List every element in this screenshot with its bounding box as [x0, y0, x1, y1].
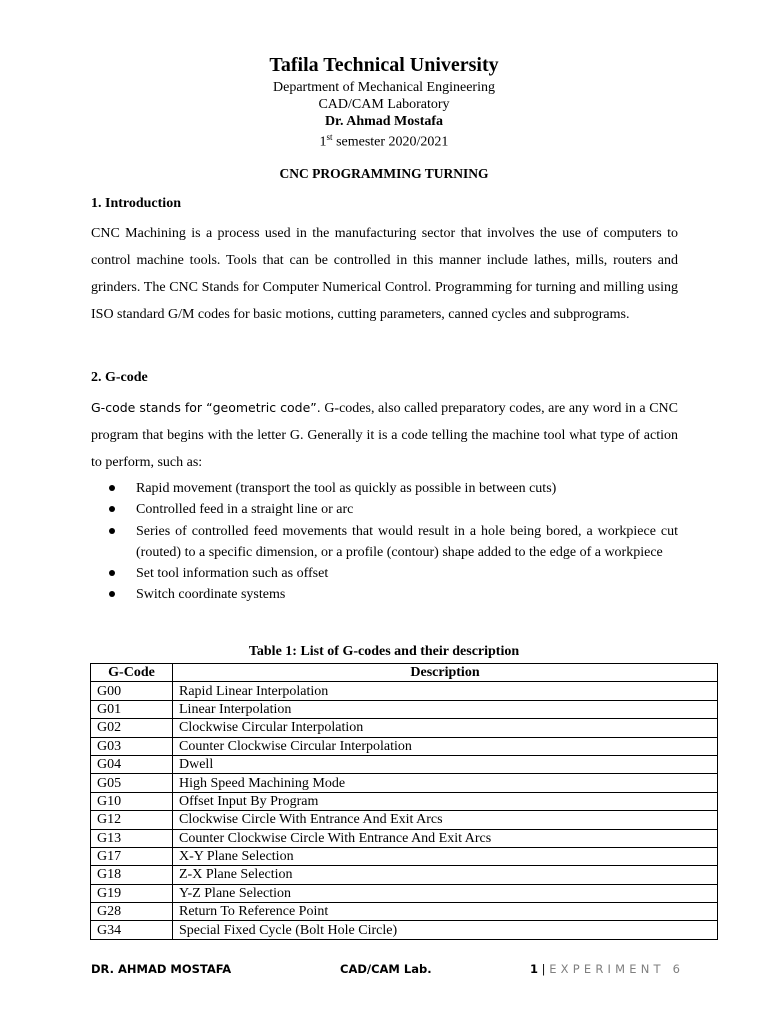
- column-header-description: Description: [173, 664, 718, 682]
- list-item: [91, 478, 678, 499]
- table-row: [91, 921, 718, 939]
- gcode-cell: G34: [91, 921, 173, 939]
- list-item: [91, 584, 678, 605]
- gcode-action-list: [91, 478, 678, 606]
- list-item-text: Set tool information such as offset: [136, 566, 329, 582]
- gcode-cell: G10: [91, 792, 173, 810]
- author-name: Dr. Ahmad Mostafa: [324, 114, 444, 129]
- table-row: [91, 774, 718, 792]
- gcode-paragraph-text: G-codes, also called preparatory codes, are any word in a CNC program that begins with the letter G. Generally it is a code telling the machine tool what type of action to perform, such as:: [91, 401, 678, 470]
- table-header-row: [91, 664, 718, 682]
- gcode-cell: G02: [91, 719, 173, 737]
- gcode-cell: G04: [91, 755, 173, 773]
- table-row: [91, 700, 718, 718]
- gcode-cell: G13: [91, 829, 173, 847]
- table-row: [91, 847, 718, 865]
- table-row: [91, 829, 718, 847]
- bullet-icon: [109, 528, 115, 534]
- description-cell: Clockwise Circular Interpolation: [173, 719, 718, 737]
- description-cell: Counter Clockwise Circular Interpolation: [173, 737, 718, 755]
- column-header-gcode: G-Code: [91, 664, 173, 682]
- bullet-icon: [109, 570, 115, 576]
- gcode-definition-quote: G-code stands for “geometric code”.: [91, 400, 321, 415]
- description-cell: Linear Interpolation: [173, 700, 718, 718]
- list-item-text: Switch coordinate systems: [136, 587, 286, 603]
- description-cell: Special Fixed Cycle (Bolt Hole Circle): [173, 921, 718, 939]
- semester-ordinal-suffix: st: [326, 132, 333, 142]
- bullet-icon: [109, 506, 115, 512]
- section-heading-introduction: 1. Introduction: [91, 196, 181, 211]
- table-row: [91, 755, 718, 773]
- semester-text: semester 2020/2021: [332, 134, 449, 150]
- list-item-text: Rapid movement (transport the tool as quickly as possible in between cuts): [136, 481, 557, 496]
- table-row: [91, 866, 718, 884]
- description-cell: Counter Clockwise Circle With Entrance And Exit Arcs: [173, 829, 718, 847]
- footer-author: DR. AHMAD MOSTAFA: [91, 962, 232, 976]
- footer-page-number: 1: [530, 962, 539, 976]
- footer-separator: |: [538, 962, 550, 976]
- table-row: [91, 719, 718, 737]
- description-cell: Y-Z Plane Selection: [173, 884, 718, 902]
- description-cell: Dwell: [173, 755, 718, 773]
- table-row: [91, 682, 718, 700]
- gcode-table: [90, 663, 718, 940]
- footer-page-info: [530, 962, 684, 976]
- gcode-paragraph: [91, 394, 678, 476]
- description-cell: Rapid Linear Interpolation: [173, 682, 718, 700]
- description-cell: High Speed Machining Mode: [173, 774, 718, 792]
- bullet-icon: [109, 591, 115, 597]
- list-item: [91, 563, 678, 584]
- gcode-cell: G17: [91, 847, 173, 865]
- section-heading-gcode: 2. G-code: [91, 370, 148, 385]
- gcode-cell: G28: [91, 903, 173, 921]
- gcode-cell: G05: [91, 774, 173, 792]
- table-row: [91, 792, 718, 810]
- document-title: CNC PROGRAMMING TURNING: [279, 166, 489, 181]
- description-cell: Return To Reference Point: [173, 903, 718, 921]
- table-caption: Table 1: List of G-codes and their description: [248, 644, 520, 659]
- table-row: [91, 884, 718, 902]
- bullet-icon: [109, 485, 115, 491]
- description-cell: X-Y Plane Selection: [173, 847, 718, 865]
- introduction-paragraph: CNC Machining is a process used in the manufacturing sector that involves the use of computers to control machine tools. Tools that can be controlled in this manner include lathes, mills, routers and grinders. The CNC Stands for Computer Numerical Control. Programming for turning and milling using ISO standard G/M codes for basic motions, cutting parameters, canned cycles and subprograms.: [91, 226, 678, 322]
- list-item-text: Controlled feed in a straight line or arc: [136, 502, 354, 518]
- table-row: [91, 737, 718, 755]
- gcode-cell: G01: [91, 700, 173, 718]
- list-item: [91, 499, 678, 520]
- laboratory-name: CAD/CAM Laboratory: [318, 97, 450, 112]
- gcode-cell: G18: [91, 866, 173, 884]
- gcode-cell: G19: [91, 884, 173, 902]
- gcode-cell: G03: [91, 737, 173, 755]
- department-name: Department of Mechanical Engineering: [273, 80, 495, 95]
- list-item-text: Series of controlled feed movements that would result in a hole being bored, a workpiece cut (routed) to a specific dimension, or a profile (contour) shape added to the edge of a workpiece: [136, 523, 678, 560]
- description-cell: Z-X Plane Selection: [173, 866, 718, 884]
- list-item: [91, 521, 678, 564]
- gcode-cell: G00: [91, 682, 173, 700]
- semester-line: [0, 132, 768, 151]
- semester-ordinal-number: 1: [319, 134, 327, 150]
- description-cell: Clockwise Circle With Entrance And Exit Arcs: [173, 811, 718, 829]
- university-name: Tafila Technical University: [269, 54, 499, 76]
- footer-experiment: EXPERIMENT 6: [549, 962, 685, 976]
- description-cell: Offset Input By Program: [173, 792, 718, 810]
- footer-lab: CAD/CAM Lab.: [340, 962, 432, 976]
- table-row: [91, 903, 718, 921]
- gcode-cell: G12: [91, 811, 173, 829]
- table-row: [91, 811, 718, 829]
